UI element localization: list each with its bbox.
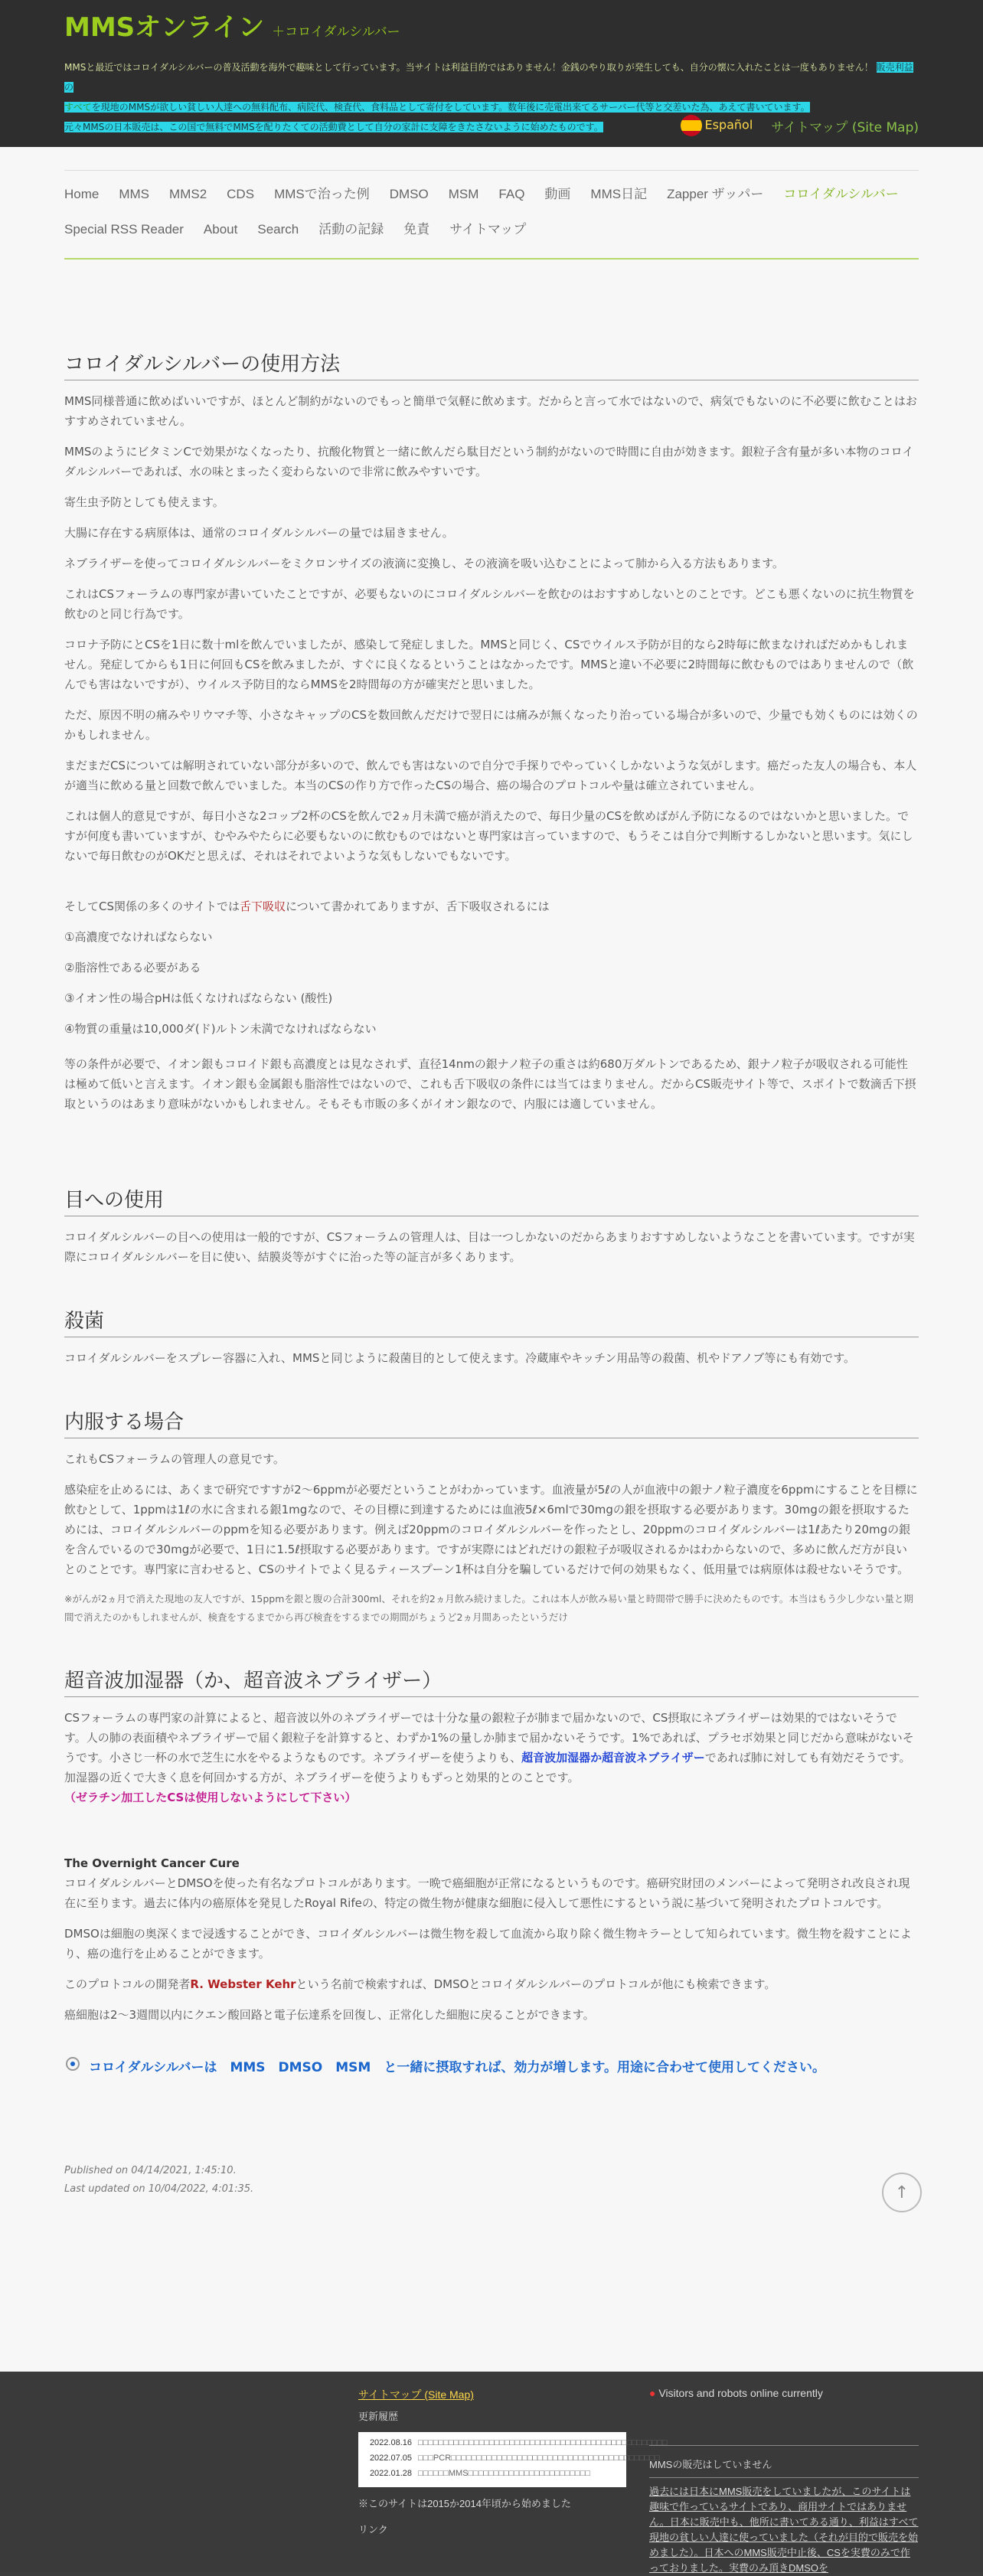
updates-list — [358, 2432, 668, 2487]
paragraph: コロイダルシルバーとDMSOを使った有名なプロトコルがあります。一晩で癌細胞が正常になるというものです。癌研究財団のメンバーによって発明され改良され現在に至ります。過去に体内の癌原体を発見したRoyal Rifeの、特定の微生物が健康な細胞に侵入して悪性にするという説に基づいて発明されたプロトコルです。 — [64, 1876, 910, 1910]
paragraph: コロナ予防にとCSを1日に数十mlを飲んでいましたが、感染して発症しました。MMSと同じく、CSでウイルス予防が目的なら2時毎に飲まなければだめかもしれません。発症してからも1日に何回もCSを飲みましたが、すぐに良くなるということはなかったです。MMSと違い不必要に2時間毎に飲むものではありませんので（飲んでも害はないですが）、ウイルス予防目的ならMMSを2時間毎の方が確実だと思いました。 — [64, 638, 914, 691]
update-date: 2022.08.16 — [369, 2438, 412, 2447]
nav-item[interactable]: MMS日記 — [590, 187, 648, 201]
text: CSフォーラムの専門家の計算によると、超音波以外のネブライザーでは十分な量の銀粒子が肺まで届かないので、CS摂取にネブライザーは効果的ではないそうです。人の肺の表面積やネブライザーで届く銀粒子を計算すると、わずか1%の量しか肺まで届かないそうです。1%であれば、プラセボ効果と同じだから意味がないそうです。小さじ一杯の水で芝生に水をやるようなものです。ネブライザーを使うよりも、 — [64, 1711, 914, 1765]
section-nebulizer — [64, 1665, 919, 1807]
paragraph: DMSOは細胞の奥深くまで浸透することができ、コロイダルシルバーは微生物を殺して血流から取り除く微生物キラーとして知られています。微生物を殺すことにより、癌の進行を止めることができます。 — [64, 1927, 912, 1961]
text: このプロトコルの開発者 — [64, 1977, 191, 1991]
language-link[interactable] — [681, 115, 753, 136]
notice-highlight-green: すべて — [64, 102, 92, 113]
nav-item[interactable]: 免責 — [403, 222, 430, 237]
main-nav — [64, 170, 919, 260]
since-text: ※このサイトは2015か2014年頃から始めました — [358, 2498, 571, 2509]
update-text: □□□□□□□□□□□□□□□□□□□□□□□□□□□□□□□□□□□□□□□□□□□□□□□□□ — [418, 2438, 668, 2447]
nav-item[interactable]: About — [203, 222, 238, 237]
notice-highlight-3: 元々MMSの日本販売は、この国で無料でMMSを配りたくての活動費として自分の家計に支障をきたさないように始めたものです。 — [64, 122, 603, 132]
footer-right — [649, 2387, 919, 2576]
condition-item: ①高濃度でなければならない — [64, 930, 213, 944]
paragraph-nebulizer — [64, 1708, 919, 1807]
paragraph: 癌細胞は2〜3週間以内にクエン酸回路と電子伝達系を回復し、正常化した細胞に戻ることができます。 — [64, 2008, 595, 2022]
paragraph: ただ、原因不明の痛みやリウマチ等、小さなキャップのCSを数回飲んだだけで翌日には痛みが無くなったり治っている場合が多いので、少量でも効くものには効くのかもしれません。 — [64, 708, 918, 742]
condition-item: ②脂溶性である必要がある — [64, 961, 201, 975]
header-right — [681, 115, 919, 136]
nav-item[interactable]: CDS — [227, 187, 255, 201]
kehr-link[interactable]: R. Webster Kehr — [190, 1977, 296, 1991]
site-header — [0, 0, 983, 147]
callout — [64, 2055, 919, 2076]
highlight-magenta: （ゼラチン加工したCSは使用しないようにして下さい） — [64, 1791, 357, 1804]
nav-item[interactable]: MSM — [448, 187, 479, 201]
paragraph: MMSのようにビタミンCで効果がなくなったり、抗酸化物質と一緒に飲んだら駄目だという制約がないので時間に自由が効きます。銀粒子含有量が多い本物のコロイダルシルバーであれば、水の味とまったく変わらないので非常に飲みやすいです。 — [64, 445, 914, 478]
nav-item[interactable]: 活動の記録 — [318, 222, 384, 237]
footer-center — [358, 2387, 668, 2539]
note-small: ※がんが2ヵ月で消えた現地の友人ですが、15ppmを銀と腹の合計300ml、それを約2ヵ月飲み続けました。これは本人が飲み易い量と時間帯で勝手に決めたものです。本当はもう少し少ない量と期間で消えたのかもしれませんが、検査をするまでから再び検査をするまでの期間がちょうど2ヵ月間あったというだけ — [64, 1593, 913, 1623]
heading-nebulizer: 超音波加湿器（か、超音波ネブライザー） — [64, 1665, 919, 1697]
highlight-blue: 超音波加湿器か超音波ネブライザー — [521, 1751, 705, 1765]
nav-row-2 — [64, 212, 919, 247]
nav-item[interactable]: Special RSS Reader — [64, 222, 184, 237]
published-date: Published on 04/14/2021, 1:45:10. — [64, 2165, 237, 2176]
heading-sterilization: 殺菌 — [64, 1305, 919, 1337]
updated-date: Last updated on 10/04/2022, 4:01:35. — [64, 2183, 254, 2195]
nav-item[interactable]: FAQ — [498, 187, 525, 201]
main-content — [0, 147, 983, 2372]
language-label: Español — [704, 117, 753, 132]
condition-item: ④物質の重量は10,000ダ(ド)ルトン未満でなければならない — [64, 1022, 377, 1036]
site-footer — [0, 2372, 983, 2572]
online-count — [649, 2387, 919, 2399]
paragraph: これはCSフォーラムの専門家が書いていたことですが、必要もないのにコロイダルシルバーを飲むのはおすすめしないとのことです。どこも悪くないのに抗生物質を飲むのと同じ行為です。 — [64, 587, 915, 621]
no-sales-text[interactable]: 過去には日本にMMS販売をしていましたが、このサイトは趣味で作っているサイトであり、商用サイトではありません。日本に販売中も、他所に書いてある通り、利益はすべて現地の貧しい人達に使っていました（それが目的で販売を始めました）。日本へのMMS販売中止後、CSを実費のみで作っておりました。実費のみ頂きDMSOを — [649, 2477, 919, 2576]
no-sales-heading: MMSの販売はしていません — [649, 2459, 772, 2470]
text: であれば肺に対しても有効だそうです。加湿器の近くで大きく息を何回かする方が、ネブライザーを使うよりもずっと効果的とのことです。 — [64, 1751, 911, 1784]
footer-sitemap-link[interactable]: サイトマップ (Site Map) — [358, 2388, 474, 2401]
site-title-sub: ＋コロイダルシルバー — [272, 24, 400, 40]
updates-label: 更新履歴 — [358, 2411, 399, 2422]
paragraph: 等の条件が必要で、イオン銀もコロイド銀も高濃度とは見なされず、直径14nmの銀ナノ粒子の重さは約680万ダルトンであるため、銀ナノ粒子が吸収される可能性は極めて低いと言えます。イオン銀も金属銀も脂溶性ではないので、これも舌下吸収の条件には当てはまりません。だからCS販売サイト等で、スポイトで数滴舌下摂取というのはあまり意味がないかもしれません。そもそも市販の多くがイオン銀なので、内服には適していません。 — [64, 1057, 916, 1111]
paragraph: コロイダルシルバーの目への使用は一般的ですが、CSフォーラムの管理人は、目は一つしかないのだからあまりおすすめしないようなことを書いています。ですが実際にコロイダルシルバーを目に使い、結膜炎等がすぐに治った等の証言が多くあります。 — [64, 1230, 915, 1264]
nav-item[interactable]: Search — [257, 222, 299, 237]
notice-text: MMSと最近ではコロイダルシルバーの普及活動を海外で趣味として行っています。当サイトは利益目的ではありません！金銭のやり取りが発生しても、自分の懐に入れたことは一度もありません！ — [64, 62, 874, 73]
section-cancer-cure — [64, 1853, 919, 2025]
nav-item[interactable]: MMSで治った例 — [274, 187, 370, 201]
update-row[interactable] — [363, 2437, 668, 2449]
paragraph: 大腸に存在する病原体は、通常のコロイダルシルバーの量では届きません。 — [64, 526, 454, 540]
paragraph: まだまだCSについては解明されていない部分が多いので、飲んでも害はないので自分で手探りでやっていくしかないような気がします。癌だった友人の場合も、本人が適当に飲める量と回数で飲んでいました。本当のCSの作り方で作ったCSの場合、癌の場合のプロトコルや量は確立されていません。 — [64, 759, 917, 792]
text: について書かれてありますが、舌下吸収されるには — [285, 899, 550, 913]
heading-usage: コロイダルシルバーの使用方法 — [64, 348, 919, 380]
post-meta — [64, 2162, 919, 2199]
update-row[interactable] — [363, 2467, 622, 2480]
paragraph: コロイダルシルバーをスプレー容器に入れ、MMSと同じように殺菌目的として使えます。冷蔵庫やキッチン用品等の殺菌、机やドアノブ等にも有効です。 — [64, 1351, 856, 1365]
footer-divider — [649, 2445, 919, 2446]
nav-item[interactable]: サイトマップ — [449, 222, 527, 237]
paragraph-sublingual — [64, 896, 919, 916]
links-label[interactable]: リンク — [358, 2524, 388, 2535]
paragraph: 寄生虫予防としても使えます。 — [64, 495, 224, 509]
online-indicator-icon: ● — [649, 2387, 656, 2399]
paragraph: これは個人的意見ですが、毎日小さな2コップ2杯のCSを飲んで2ヵ月未満で癌が消えたので、毎日少量のCSを飲めばがん予防になるのではないかと思いました。ですが何度も書いていますが、むやみやたらに必要もないのに飲むものではないと専門家は言っていますので、もうそこは自分で判断するしかないと思います。気にしないで毎日飲むのがOKだと思えば、それはそれでよいような気もしないでもないです。 — [64, 809, 913, 863]
sitemap-link[interactable]: サイトマップ (Site Map) — [771, 119, 919, 135]
heading-internal: 内服する場合 — [64, 1406, 919, 1438]
section-eye — [64, 1184, 919, 1267]
condition-item: ③イオン性の場合pHは低くなければならない (酸性) — [64, 991, 333, 1005]
nav-item[interactable]: Home — [64, 187, 100, 201]
article — [64, 260, 919, 2199]
heading-eye: 目への使用 — [64, 1184, 919, 1216]
notice-highlight-1: 販売利益の — [64, 62, 913, 93]
highlight-red: 舌下吸収 — [239, 899, 286, 913]
site-title[interactable] — [64, 0, 919, 44]
text: という名前で検索すれば、DMSOとコロイダルシルバーのプロトコルが他にも検索できます。 — [296, 1977, 776, 1991]
arrow-up-icon: ↑ — [894, 2183, 910, 2202]
update-text: □□□□□□MMS□□□□□□□□□□□□□□□□□□□□□□□□ — [418, 2469, 590, 2478]
update-text: □□□PCR□□□□□□□□□□□□□□□□□□□□□□□□□□□□□□□□□□□□□□□□□ — [418, 2454, 660, 2463]
nav-row-1 — [64, 177, 919, 212]
nav-item[interactable]: MMS2 — [169, 187, 207, 201]
update-row[interactable] — [363, 2452, 660, 2464]
nav-item[interactable]: DMSO — [389, 187, 429, 201]
paragraph: ネブライザーを使ってコロイダルシルバーをミクロンサイズの液滴に変換し、その液滴を吸い込むことによって肺から入る方法もあります。 — [64, 557, 784, 570]
nav-item[interactable]: Zapper ザッパー — [667, 187, 764, 201]
section-sterilization — [64, 1305, 919, 1368]
nav-item[interactable]: コロイダルシルバー — [783, 187, 899, 201]
paragraph: 感染症を止めるには、あくまで研究ですすが2〜6ppmが必要だということがわかっています。血液量が5ℓの人が血液中の銀ナノ粒子濃度を6ppmにすることを目標に飲むとして、1ppmは1ℓの水に含まれる銀1mgなので、その目標に到達するためには血液5ℓ×6mlで30mgの銀を摂取する必要があります。30mgの銀を摂取するためには、コロイダルシルバーのppmを知る必要があります。例えば20ppmのコロイダルシルバーを作ったとし、20ppmのコロイダルシルバーは1ℓあたり20mgの銀を含んでいるので30mgが必要で、1日に1.5ℓ摂取する必要があります。ですが実際にはどれだけの銀粒子が吸収されるかはわからないので、多めに飲んだ方が良いとのことです。専門家に言わせると、CSのサイトでよく見るティースプーン1杯は自分を騙しているだけで何の効果もなく、低用量では病原体は殺せないそうです。 — [64, 1483, 918, 1576]
nav-item[interactable]: 動画 — [544, 187, 571, 201]
paragraph: これもCSフォーラムの管理人の意見です。 — [64, 1452, 285, 1466]
text: そしてCS関係の多くのサイトでは — [64, 899, 240, 913]
online-text: Visitors and robots online currently — [658, 2387, 823, 2399]
bullet-icon — [64, 2055, 81, 2076]
scroll-to-top-button[interactable] — [882, 2173, 922, 2212]
update-date: 2022.07.05 — [369, 2454, 412, 2463]
nav-item[interactable]: MMS — [119, 187, 150, 201]
spain-flag-icon — [681, 115, 702, 136]
paragraph: MMS同様普通に飲めばいいですが、ほとんど制約がないのでもっと簡単で気軽に飲めます。だからと言って水ではないので、病気でもないのに不必要に飲むことはおすすめされていません。 — [64, 394, 917, 428]
notice-highlight-2: を現地のMMSが欲しい貧しい人達への無料配布、病院代、検査代、食料品として寄付をしています。数年後に売電出来てるサーバー代等と交差いた為、あえて書いています。 — [91, 102, 810, 113]
paragraph-developer — [64, 1974, 919, 1994]
section-internal — [64, 1406, 919, 1627]
update-date: 2022.01.28 — [369, 2469, 412, 2478]
heading-cancer-cure: The Overnight Cancer Cure — [64, 1856, 240, 1870]
site-title-main[interactable]: MMSオンライン — [64, 12, 265, 43]
callout-text: コロイダルシルバーは MMS DMSO MSM と一緒に摂取すれば、効力が増します。用途に合わせて使用してください。 — [89, 2060, 825, 2075]
